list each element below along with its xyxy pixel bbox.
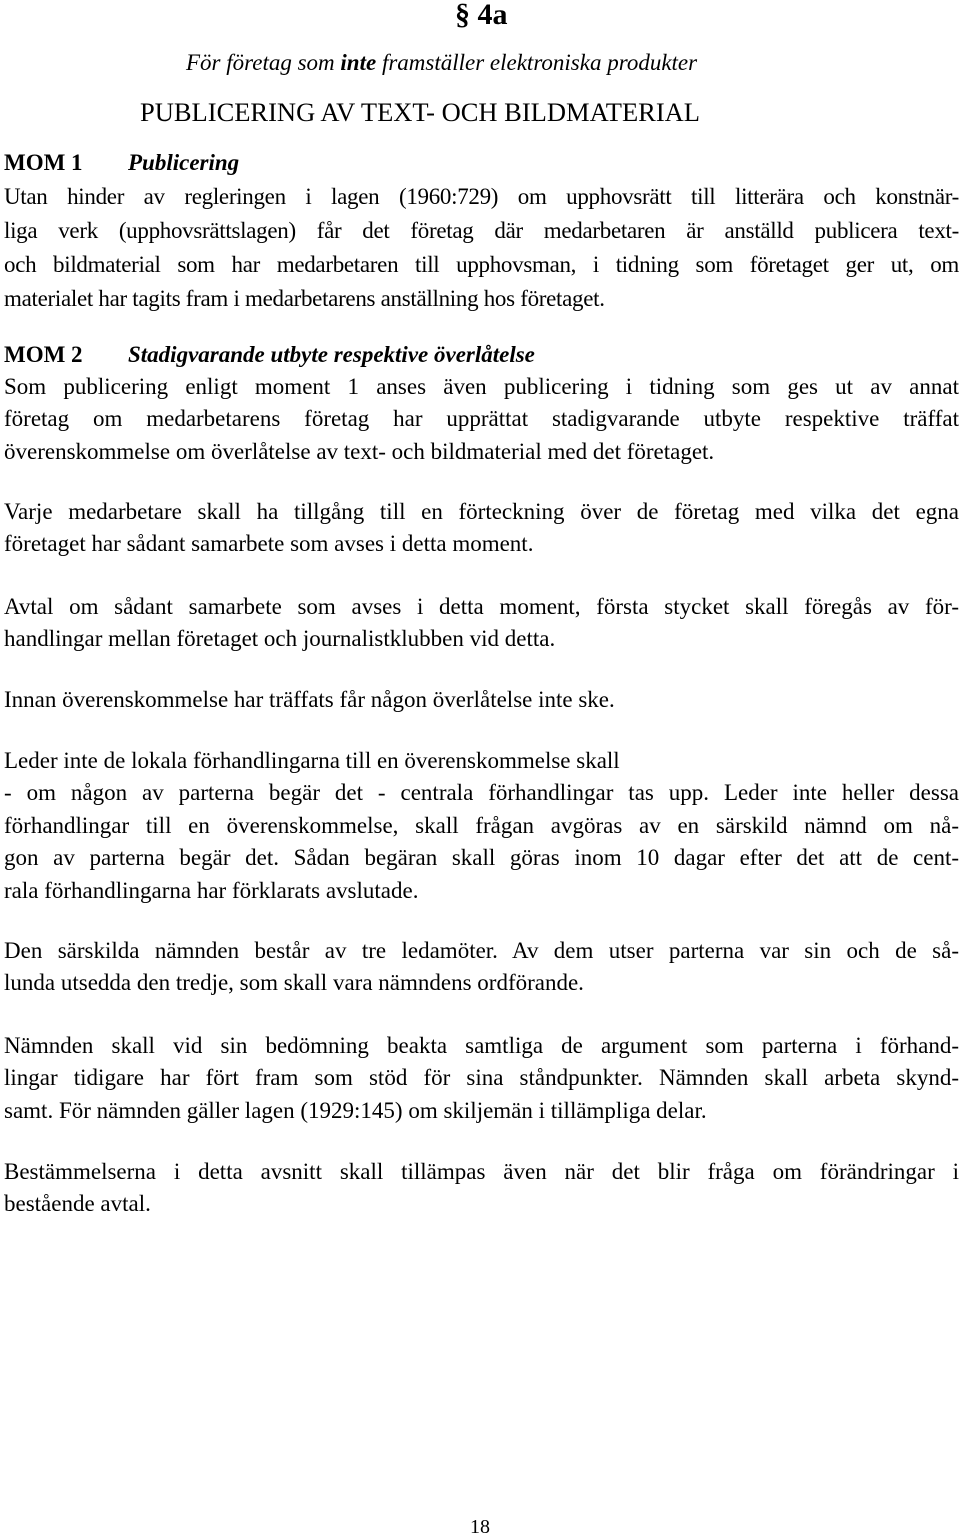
section-number: § 4a (455, 0, 508, 31)
mom2-paragraph-6 (4, 935, 959, 1000)
mom2-paragraph-8 (4, 1156, 959, 1221)
paragraph-line: Som publicering enligt moment 1 anses även publicering i tidning som ges ut av annat (4, 374, 959, 399)
mom2-paragraph-3 (4, 591, 959, 656)
paragraph-line: företag om medarbetarens företag har upprättat stadigvarande utbyte respektive träffat (4, 406, 959, 432)
paragraph-line: förhandlingar till en överenskommelse, skall frågan avgöras av en särskild nämnd om nå- (4, 812, 959, 838)
mom2-paragraph-7 (4, 1030, 959, 1127)
subtitle-text-end: framställer elektroniska produkter (376, 50, 698, 75)
document-subtitle (186, 48, 697, 78)
paragraph-line: lingar tidigare har fört fram som stöd för sina ståndpunkter. Nämnden skall arbeta skynd- (4, 1065, 959, 1091)
mom1-number: MOM 1 (4, 150, 83, 175)
mom2-paragraph-4 (4, 684, 959, 716)
mom2-title: Stadigvarande utbyte respektive överlåtelse (128, 342, 535, 367)
paragraph-line: gon av parterna begär det. Sådan begäran skall göras inom 10 dagar efter det att de cent- (4, 845, 959, 871)
paragraph-line: samt. För nämnden gäller lagen (1929:145) om skiljemän i tillämpliga delar. (4, 1097, 707, 1123)
paragraph-line: liga verk (upphovsrättslagen) får det företag där medarbetaren är anställd publicera text- (4, 218, 959, 243)
paragraph-line: överenskommelse om överlåtelse av text- och bildmaterial med det företaget. (4, 438, 715, 464)
paragraph-line: Utan hinder av regleringen i lagen (1960:729) om upphovsrätt till litterära och konstnär- (4, 184, 959, 209)
paragraph-line: lunda utsedda den tredje, som skall vara nämndens ordförande. (4, 970, 584, 996)
paragraph-line: Leder inte de lokala förhandlingarna till en överenskommelse skall (4, 748, 620, 773)
mom1-heading (4, 148, 960, 177)
paragraph-line: handlingar mellan företaget och journalistklubben vid detta. (4, 626, 556, 652)
subtitle-text-start: För företag som (186, 50, 341, 75)
paragraph-line: rala förhandlingarna har förklarats avslutade. (4, 877, 419, 903)
mom2-number: MOM 2 (4, 342, 83, 367)
paragraph-line: Innan överenskommelse har träffats får någon överlåtelse inte ske. (4, 687, 615, 712)
mom2-paragraph-2 (4, 496, 959, 561)
paragraph-line: Avtal om sådant samarbete som avses i detta moment, första stycket skall föregås av för- (4, 594, 959, 619)
document-title: PUBLICERING AV TEXT- OCH BILDMATERIAL (140, 97, 700, 127)
paragraph-line: bestående avtal. (4, 1191, 151, 1217)
paragraph-line: Bestämmelserna i detta avsnitt skall tillämpas även när det blir fråga om förändringar i (4, 1159, 959, 1184)
mom2-heading (4, 340, 960, 369)
mom1-paragraph (4, 180, 959, 316)
paragraph-line: och bildmaterial som har medarbetaren till upphovsman, i tidning som företaget ger ut, om (4, 252, 959, 277)
mom2-paragraph-1 (4, 371, 959, 468)
paragraph-line: - om någon av parterna begär det - centrala förhandlingar tas upp. Leder inte heller dessa (4, 780, 959, 806)
subtitle-emphasis: inte (340, 50, 377, 75)
paragraph-line: företaget har sådant samarbete som avses i detta moment. (4, 531, 534, 557)
paragraph-line: Varje medarbetare skall ha tillgång till en förteckning över de företag med vilka det egna (4, 499, 959, 524)
paragraph-line: Den särskilda nämnden består av tre ledamöter. Av dem utser parterna var sin och de så- (4, 938, 959, 963)
mom1-title: Publicering (128, 150, 240, 175)
page-number: 18 (470, 1516, 490, 1538)
paragraph-line: materialet har tagits fram i medarbetarens anställning hos företaget. (4, 286, 605, 311)
mom2-paragraph-5 (4, 745, 959, 907)
paragraph-line: Nämnden skall vid sin bedömning beakta samtliga de argument som parterna i förhand- (4, 1033, 959, 1058)
